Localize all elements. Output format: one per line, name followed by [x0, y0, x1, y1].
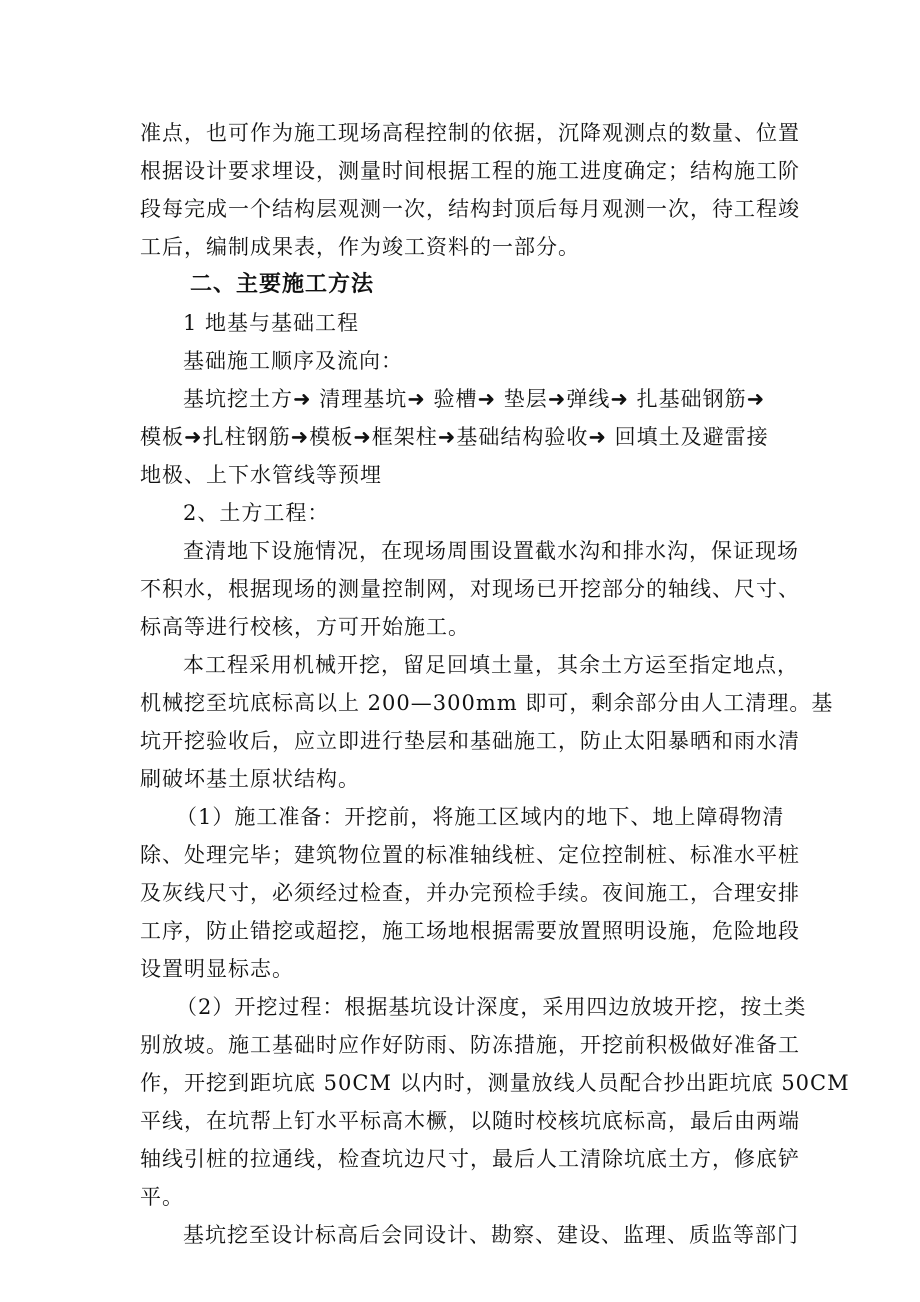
- sequence-title: 基础施工顺序及流向：: [183, 349, 403, 373]
- paragraph-line: 平线，在坑帮上钉水平标高木橛，以随时校核坑底标高，最后由两端: [140, 1109, 800, 1133]
- paragraph-line: 准点，也可作为施工现场高程控制的依据，沉降观测点的数量、位置: [140, 121, 800, 145]
- paragraph-line: 基坑挖至设计标高后会同设计、勘察、建设、监理、质监等部门: [183, 1223, 799, 1247]
- paragraph-line: 除、处理完毕；建筑物位置的标准轴线桩、定位控制桩、标准水平桩: [140, 843, 800, 867]
- paragraph-line: 工后，编制成果表，作为竣工资料的一部分。: [140, 235, 580, 259]
- paragraph-line: 刷破坏基土原状结构。: [140, 767, 360, 791]
- paragraph-line: 根据设计要求埋设，测量时间根据工程的施工进度确定；结构施工阶: [140, 159, 800, 183]
- paragraph-line: 别放坡。施工基础时应作好防雨、防冻措施，开挖前积极做好准备工: [140, 1033, 800, 1057]
- paragraph-line: 工序，防止错挖或超挖，施工场地根据需要放置照明设施，危险地段: [140, 919, 800, 943]
- paragraph-line: 坑开挖验收后，应立即进行垫层和基础施工，防止太阳暴晒和雨水清: [140, 729, 800, 753]
- subsection-title: 2、土方工程：: [183, 501, 330, 525]
- paragraph-line: 作，开挖到距坑底 50CM 以内时，测量放线人员配合抄出距坑底 50CM: [140, 1071, 850, 1095]
- subsection-title: 1 地基与基础工程: [183, 311, 360, 335]
- sequence-line: 基坑挖土方➜ 清理基坑➜ 验槽➜ 垫层➜弹线➜ 扎基础钢筋➜: [183, 387, 766, 411]
- paragraph-line: 不积水，根据现场的测量控制网，对现场已开挖部分的轴线、尺寸、: [140, 577, 800, 601]
- paragraph-line: 及灰线尺寸，必须经过检查，并办完预检手续。夜间施工，合理安排: [140, 881, 800, 905]
- paragraph-line: 平。: [140, 1185, 184, 1209]
- paragraph-line: 设置明显标志。: [140, 957, 294, 981]
- sequence-line: 地极、上下水管线等预埋: [140, 463, 382, 487]
- paragraph-line: （1）施工准备：开挖前，将施工区域内的地下、地上障碍物清: [176, 805, 785, 829]
- section-heading: 二、主要施工方法: [190, 272, 375, 297]
- paragraph-line: 段每完成一个结构层观测一次，结构封顶后每月观测一次，待工程竣: [140, 197, 800, 221]
- paragraph-line: （2）开挖过程：根据基坑设计深度，采用四边放坡开挖，按土类: [176, 995, 807, 1019]
- paragraph-line: 标高等进行校核，方可开始施工。: [140, 615, 470, 639]
- paragraph-line: 本工程采用机械开挖，留足回填土量，其余土方运至指定地点，: [183, 653, 799, 677]
- paragraph-line: 轴线引桩的拉通线，检查坑边尺寸，最后人工清除坑底土方，修底铲: [140, 1147, 800, 1171]
- paragraph-line: 查清地下设施情况，在现场周围设置截水沟和排水沟，保证现场: [183, 539, 799, 563]
- sequence-line: 模板➜扎柱钢筋➜模板➜框架柱➜基础结构验收➜ 回填土及避雷接: [140, 425, 769, 449]
- paragraph-line: 机械挖至坑底标高以上 200—300mm 即可，剩余部分由人工清理。基: [140, 691, 834, 715]
